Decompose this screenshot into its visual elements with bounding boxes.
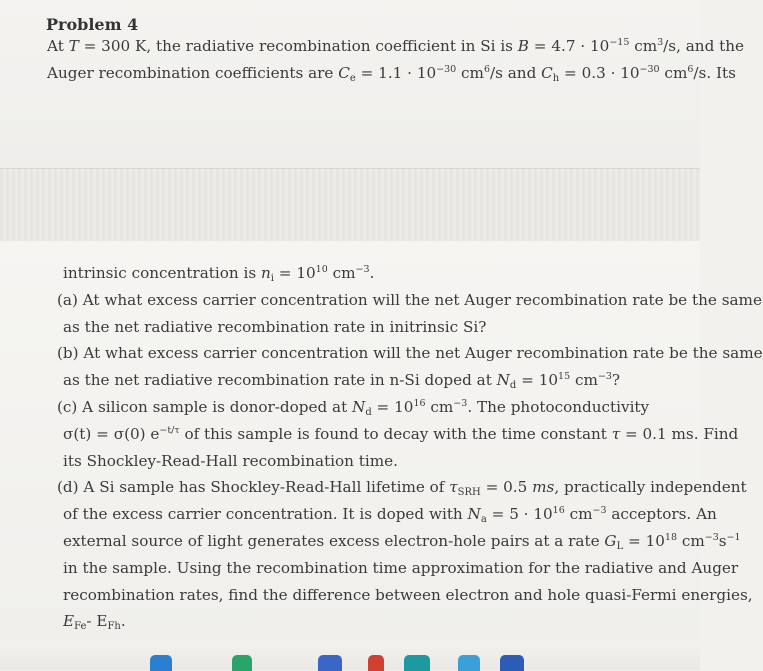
green-app-icon[interactable] (232, 655, 252, 671)
part-d-line-6: $E_{Fe}-$ $E_{Fh}$. (63, 612, 126, 633)
blue-app-icon[interactable] (150, 655, 172, 671)
browser-icon[interactable] (458, 655, 480, 671)
part-c-line-2: σ(t) = σ(0) $e^{-t/\tau}$ of this sample is found to decay with the time constant τ = 0.1 ms. Find (63, 424, 739, 443)
page-fold-band (0, 168, 700, 242)
part-c-line-1: (c) A silicon sample is donor-doped at $N_d = 10^{16}$ $cm^{-3}$. The photoconductivity (57, 397, 650, 418)
part-d-line-3: external source of light generates excess electron-hole pairs at a rate $G_L = 10^{18}$ $cm^{-3}s^{-1}$ (63, 531, 741, 552)
part-b-line-1: (b) At what excess carrier concentration will the net Auger recombination rate be the same (57, 344, 763, 363)
part-a-line-1: (a) At what excess carrier concentration will the net Auger recombination rate be the same (57, 290, 762, 309)
part-d-line-4: in the sample. Using the recombination time approximation for the radiative and Auger (63, 558, 739, 577)
part-b-line-2: as the net radiative recombination rate in n-Si doped at $N_d = 10^{15}$ $cm^{-3}$? (63, 371, 621, 392)
intro-line-1: At T = 300 K, the radiative recombination coefficient in Si is $B = 4.7 \cdot 10^{-15}$ $cm^3/s$, and the (47, 37, 744, 55)
part-d-line-2: of the excess carrier concentration. It is doped with $N_a = 5 \cdot 10^{16}$ $cm^{-3}$ acceptors. An (63, 505, 717, 526)
teal-app-icon[interactable] (404, 655, 430, 671)
taskbar (0, 641, 700, 670)
problem-intro (47, 33, 744, 87)
image-app-icon[interactable] (318, 655, 342, 671)
red-app-icon[interactable] (368, 655, 384, 671)
part-a-line-2: as the net radiative recombination rate in initrinsic Si? (63, 317, 487, 336)
intro-line-2: Auger recombination coefficients are $C_e = 1.1 \cdot 10^{-30}$ $cm^6/s$ and $C_h = 0.3 \cdot 10^{-30}$ $cm^6/s$. Its (47, 63, 736, 84)
part-d-line-5: recombination rates, find the difference between electron and hole quasi-Fermi energies, (63, 585, 753, 604)
word-app-icon[interactable] (500, 655, 524, 671)
problem-body (57, 260, 763, 635)
body-line-intrinsic: intrinsic concentration is $n_i = 10^{10}$ $cm^{-3}$. (63, 264, 375, 284)
part-d-line-1: (d) A Si sample has Shockley-Read-Hall lifetime of $\tau_{SRH} = 0.5$ ms, practically independent (57, 478, 747, 499)
problem-title: Problem 4 (46, 15, 139, 34)
part-c-line-3: its Shockley-Read-Hall recombination time. (63, 451, 398, 470)
